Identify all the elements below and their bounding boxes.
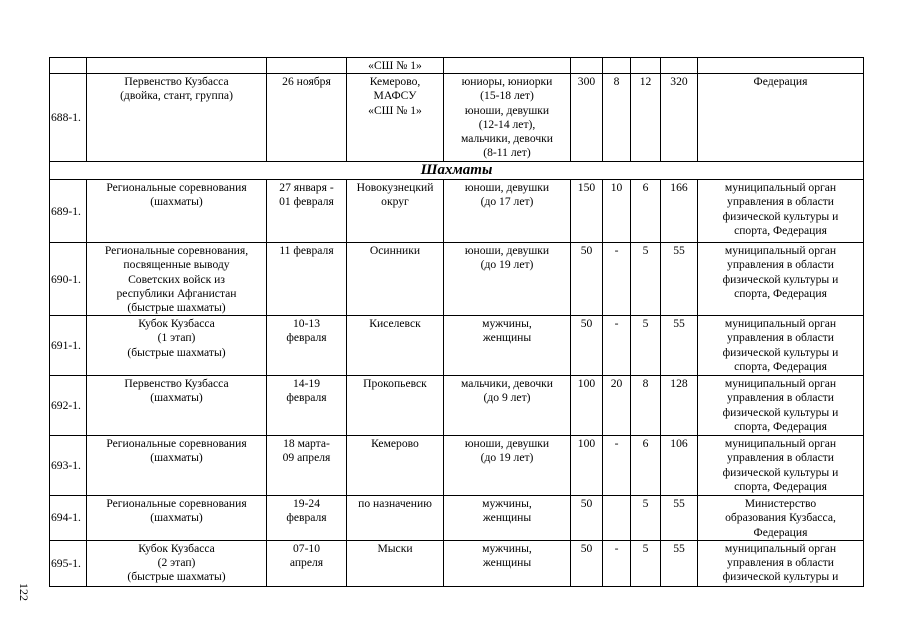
cell-num: [50, 58, 87, 74]
cell-num: 693-1.: [50, 436, 87, 496]
cell-line: Региональные соревнования: [106, 181, 247, 195]
cell-line: Прокопьевск: [363, 377, 427, 391]
cell-num: 695-1.: [50, 540, 87, 586]
cell-participants: [444, 58, 571, 74]
cell-line: управления в области: [727, 556, 834, 570]
cell-line: женщины: [482, 511, 532, 525]
section-row: [50, 162, 864, 180]
cell-name: [87, 540, 267, 586]
cell-line: физической культуры и: [722, 405, 839, 419]
cell-line: женщины: [482, 331, 532, 345]
cell-line: управления в области: [727, 258, 834, 272]
cell-line: 09 апреля: [282, 451, 331, 465]
cell-count-1: 150: [571, 180, 603, 243]
cell-count-total: 55: [661, 540, 698, 586]
cell-place: [347, 496, 444, 541]
cell-line: управления в области: [727, 195, 834, 209]
table-row-continued: [50, 58, 864, 74]
cell-count-total: 55: [661, 316, 698, 376]
cell-line: (шахматы): [150, 391, 203, 405]
cell-line: Кемерово: [371, 437, 419, 451]
cell-date: [267, 496, 347, 541]
cell-line: февраля: [286, 391, 327, 405]
cell-num: 688-1.: [50, 74, 87, 162]
cell-line: спорта, Федерация: [734, 419, 827, 433]
schedule-table: [49, 57, 864, 587]
cell-date: [267, 243, 347, 316]
cell-line: юниоры, юниорки: [461, 75, 553, 89]
table-row: [50, 316, 864, 376]
cell-num: 690-1.: [50, 243, 87, 316]
page-number: 122: [17, 583, 31, 601]
cell-name: [87, 436, 267, 496]
table-row: [50, 376, 864, 436]
cell-line: республики Афганистан: [116, 286, 237, 300]
cell-organizer: [698, 58, 864, 74]
cell-line: юноши, девушки: [464, 437, 550, 451]
cell-count-3: 8: [631, 376, 661, 436]
cell-line: физической культуры и: [722, 209, 839, 223]
cell-line: (шахматы): [150, 511, 203, 525]
cell-line: 11 февраля: [279, 244, 334, 258]
cell-organizer: [698, 376, 864, 436]
cell-num: 692-1.: [50, 376, 87, 436]
cell-line: 26 ноября: [282, 75, 331, 89]
cell-line: 19-24: [292, 497, 321, 511]
cell-participants: [444, 316, 571, 376]
cell-participants: [444, 180, 571, 243]
cell-line: Киселевск: [369, 317, 421, 331]
cell-line: (12-14 лет),: [478, 117, 536, 131]
cell-place: [347, 74, 444, 162]
cell-count-2: -: [603, 243, 631, 316]
cell-num: 691-1.: [50, 316, 87, 376]
cell-line: 01 февраля: [279, 195, 334, 209]
cell-name: [87, 496, 267, 541]
cell-line: мужчины,: [482, 541, 532, 555]
cell-organizer: [698, 74, 864, 162]
table-row: [50, 243, 864, 316]
cell-line: спорта, Федерация: [734, 223, 827, 237]
cell-line: юноши, девушки: [464, 244, 550, 258]
cell-count-3: 12: [631, 74, 661, 162]
cell-line: по назначению: [358, 497, 432, 511]
cell-line: (шахматы): [150, 451, 203, 465]
cell-date: [267, 180, 347, 243]
table-body: [50, 58, 864, 587]
cell-line: округ: [381, 195, 409, 209]
cell-participants: [444, 243, 571, 316]
cell-line: Региональные соревнования: [106, 437, 247, 451]
cell-line: (2 этап): [157, 556, 196, 570]
cell-place: [347, 243, 444, 316]
cell-place: [347, 180, 444, 243]
cell-count-1: 50: [571, 243, 603, 316]
cell-line: Первенство Кузбасса: [124, 75, 229, 89]
cell-count-2: [603, 496, 631, 541]
cell-count-2: [603, 58, 631, 74]
cell-name: [87, 74, 267, 162]
cell-line: (шахматы): [150, 195, 203, 209]
cell-line: МАФСУ: [373, 89, 417, 103]
cell-line: спорта, Федерация: [734, 286, 827, 300]
cell-line: муниципальный орган: [724, 541, 837, 555]
cell-date: [267, 376, 347, 436]
cell-line: физической культуры и: [722, 345, 839, 359]
cell-place: [347, 376, 444, 436]
cell-line: юноши, девушки: [464, 181, 550, 195]
cell-line: спорта, Федерация: [734, 359, 827, 373]
cell-count-total: 55: [661, 496, 698, 541]
cell-name: [87, 58, 267, 74]
cell-place: [347, 540, 444, 586]
cell-line: Осинники: [369, 244, 421, 258]
cell-count-1: [571, 58, 603, 74]
cell-date: [267, 58, 347, 74]
cell-participants: [444, 436, 571, 496]
cell-line: Региональные соревнования: [106, 497, 247, 511]
cell-line: (1 этап): [157, 331, 196, 345]
cell-line: Региональные соревнования,: [104, 244, 249, 258]
cell-line: муниципальный орган: [724, 181, 837, 195]
cell-count-2: 20: [603, 376, 631, 436]
cell-count-1: 300: [571, 74, 603, 162]
cell-count-total: 55: [661, 243, 698, 316]
cell-date: [267, 436, 347, 496]
cell-organizer: [698, 316, 864, 376]
cell-line: управления в области: [727, 391, 834, 405]
cell-line: юноши, девушки: [464, 103, 550, 117]
cell-line: физической культуры и: [722, 570, 839, 584]
cell-line: Министерство: [744, 497, 817, 511]
cell-line: муниципальный орган: [724, 244, 837, 258]
cell-line: физической культуры и: [722, 272, 839, 286]
cell-line: Советских войск из: [128, 272, 225, 286]
cell-line: мальчики, девочки: [461, 377, 553, 391]
cell-name: [87, 243, 267, 316]
cell-line: Кубок Кузбасса: [138, 317, 215, 331]
cell-line: февраля: [286, 331, 327, 345]
table-row: [50, 180, 864, 243]
cell-line: (двойка, стант, группа): [120, 89, 233, 103]
table-row: [50, 540, 864, 586]
cell-line: управления в области: [727, 451, 834, 465]
cell-line: (до 19 лет): [480, 258, 534, 272]
cell-count-3: 5: [631, 243, 661, 316]
cell-date: [267, 74, 347, 162]
section-title: Шахматы: [50, 162, 864, 180]
cell-line: (быстрые шахматы): [127, 301, 226, 315]
cell-count-1: 100: [571, 376, 603, 436]
cell-count-total: 320: [661, 74, 698, 162]
cell-line: «СШ № 1»: [368, 59, 422, 72]
cell-line: «СШ № 1»: [368, 103, 422, 117]
cell-name: [87, 376, 267, 436]
cell-line: 14-19: [292, 377, 321, 391]
cell-line: Кубок Кузбасса: [138, 541, 215, 555]
cell-count-total: 106: [661, 436, 698, 496]
cell-line: 07-10: [292, 541, 321, 555]
cell-count-1: 50: [571, 496, 603, 541]
cell-line: (быстрые шахматы): [127, 345, 226, 359]
cell-name: [87, 180, 267, 243]
cell-line: женщины: [482, 556, 532, 570]
cell-line: Федерация: [753, 75, 808, 89]
cell-date: [267, 540, 347, 586]
cell-organizer: [698, 436, 864, 496]
cell-count-1: 50: [571, 540, 603, 586]
cell-line: Первенство Кузбасса: [124, 377, 229, 391]
cell-line: Кемерово,: [369, 75, 421, 89]
cell-line: управления в области: [727, 331, 834, 345]
cell-line: образования Кузбасса,: [725, 511, 836, 525]
cell-count-3: 5: [631, 496, 661, 541]
cell-count-3: [631, 58, 661, 74]
cell-line: 27 января -: [279, 181, 334, 195]
cell-count-1: 50: [571, 316, 603, 376]
cell-count-3: 5: [631, 316, 661, 376]
cell-num: 694-1.: [50, 496, 87, 541]
cell-line: Мыски: [377, 541, 413, 555]
cell-count-2: -: [603, 436, 631, 496]
cell-organizer: [698, 180, 864, 243]
cell-line: муниципальный орган: [724, 377, 837, 391]
cell-line: спорта, Федерация: [734, 479, 827, 493]
cell-count-3: 6: [631, 436, 661, 496]
cell-place: [347, 316, 444, 376]
table-row-688: [50, 74, 864, 162]
cell-line: (до 17 лет): [480, 195, 534, 209]
cell-count-2: 10: [603, 180, 631, 243]
cell-line: (15-18 лет): [480, 89, 534, 103]
cell-line: мужчины,: [482, 317, 532, 331]
cell-count-3: 6: [631, 180, 661, 243]
cell-num: 689-1.: [50, 180, 87, 243]
cell-line: Новокузнецкий: [356, 181, 434, 195]
cell-count-total: 128: [661, 376, 698, 436]
cell-line: Федерация: [753, 525, 808, 539]
cell-line: муниципальный орган: [724, 317, 837, 331]
cell-line: муниципальный орган: [724, 437, 837, 451]
cell-line: 18 марта-: [283, 437, 330, 451]
cell-organizer: [698, 496, 864, 541]
cell-participants: [444, 540, 571, 586]
cell-count-1: 100: [571, 436, 603, 496]
cell-line: мужчины,: [482, 497, 532, 511]
cell-line: (8-11 лет): [483, 146, 531, 160]
cell-place: [347, 58, 444, 74]
cell-name: [87, 316, 267, 376]
cell-line: (быстрые шахматы): [127, 570, 226, 584]
cell-date: [267, 316, 347, 376]
cell-line: апреля: [289, 556, 324, 570]
cell-participants: [444, 376, 571, 436]
cell-line: 10-13: [292, 317, 321, 331]
cell-line: физической культуры и: [722, 465, 839, 479]
cell-participants: [444, 496, 571, 541]
cell-place: [347, 436, 444, 496]
cell-line: февраля: [286, 511, 327, 525]
cell-organizer: [698, 243, 864, 316]
cell-line: мальчики, девочки: [461, 132, 553, 146]
cell-organizer: [698, 540, 864, 586]
cell-participants: [444, 74, 571, 162]
cell-count-2: 8: [603, 74, 631, 162]
table-row: [50, 496, 864, 541]
cell-count-2: -: [603, 316, 631, 376]
cell-line: (до 19 лет): [480, 451, 534, 465]
cell-count-total: 166: [661, 180, 698, 243]
cell-count-3: 5: [631, 540, 661, 586]
cell-count-2: -: [603, 540, 631, 586]
cell-line: посвященные выводу: [123, 258, 230, 272]
table-row: [50, 436, 864, 496]
cell-count-total: [661, 58, 698, 74]
cell-line: (до 9 лет): [483, 391, 531, 405]
